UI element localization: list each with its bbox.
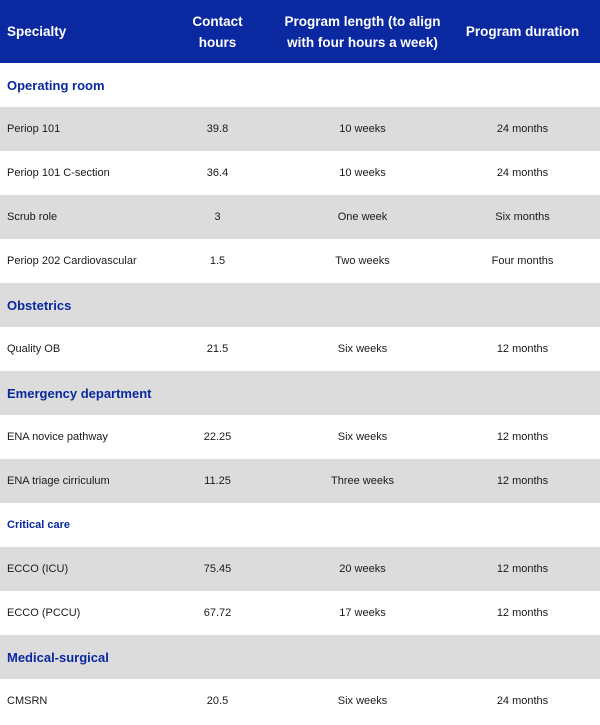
section-heading: Operating room: [0, 63, 600, 107]
table-row: [0, 679, 600, 723]
table-row: [0, 195, 600, 239]
cell-program-duration: 24 months: [496, 123, 549, 135]
cell-specialty: Periop 202 Cardiovascular: [7, 255, 137, 267]
cell-program-length: Two weeks: [335, 255, 390, 267]
cell-program-duration: 24 months: [496, 695, 549, 707]
table-row: [0, 415, 600, 459]
cell-program-length: Six weeks: [337, 343, 388, 355]
cell-program-length: Six weeks: [337, 695, 388, 707]
cell-program-length: 17 weeks: [339, 607, 386, 619]
header-contact-hours: Contact hours: [192, 13, 243, 50]
cell-specialty: Quality OB: [7, 343, 61, 355]
cell-program-length: 10 weeks: [339, 167, 386, 179]
header-program-duration: Program duration: [465, 24, 580, 39]
cell-program-length: 20 weeks: [339, 563, 386, 575]
cell-program-length: Three weeks: [331, 475, 394, 487]
section-heading: Emergency department: [0, 371, 600, 415]
cell-specialty: Periop 101: [7, 123, 61, 135]
section-heading: Critical care: [0, 503, 600, 547]
cell-contact-hours: 67.72: [203, 607, 232, 619]
cell-contact-hours: 39.8: [206, 123, 229, 135]
cell-program-length: One week: [337, 211, 388, 223]
cell-program-duration: 12 months: [496, 607, 549, 619]
cell-program-duration: Four months: [491, 255, 554, 267]
table-row: [0, 327, 600, 371]
cell-specialty: Scrub role: [7, 211, 58, 223]
cell-program-duration: Six months: [495, 211, 550, 223]
cell-contact-hours: 22.25: [203, 431, 232, 443]
cell-contact-hours: 3: [214, 211, 221, 223]
cell-contact-hours: 36.4: [206, 167, 229, 179]
cell-specialty: ENA novice pathway: [7, 431, 108, 443]
cell-specialty: ENA triage cirriculum: [7, 475, 110, 487]
section-heading: Obstetrics: [0, 283, 600, 327]
cell-contact-hours: 1.5: [209, 255, 226, 267]
cell-program-duration: 24 months: [496, 167, 549, 179]
cell-contact-hours: 21.5: [206, 343, 229, 355]
cell-program-length: Six weeks: [337, 431, 388, 443]
cell-program-length: 10 weeks: [339, 123, 386, 135]
table-row: [0, 239, 600, 283]
section-heading: Medical-surgical: [0, 635, 600, 679]
cell-program-duration: 12 months: [496, 563, 549, 575]
cell-specialty: ECCO (PCCU): [7, 607, 81, 619]
table-row: [0, 591, 600, 635]
cell-program-duration: 12 months: [496, 343, 549, 355]
cell-program-duration: 12 months: [496, 475, 549, 487]
table-row: [0, 151, 600, 195]
table-row: [0, 547, 600, 591]
cell-contact-hours: 20.5: [206, 695, 229, 707]
cell-specialty: ECCO (ICU): [7, 563, 69, 575]
table-row: [0, 107, 600, 151]
cell-contact-hours: 11.25: [204, 475, 231, 487]
table-header: [0, 0, 600, 63]
cell-program-duration: 12 months: [496, 431, 549, 443]
header-program-length: Program length (to align with four hours a week): [284, 13, 441, 50]
table-row: [0, 459, 600, 503]
cell-contact-hours: 75.45: [203, 563, 232, 575]
cell-specialty: Periop 101 C-section: [7, 167, 110, 179]
cell-specialty: CMSRN: [7, 695, 48, 707]
header-specialty: Specialty: [7, 24, 67, 39]
